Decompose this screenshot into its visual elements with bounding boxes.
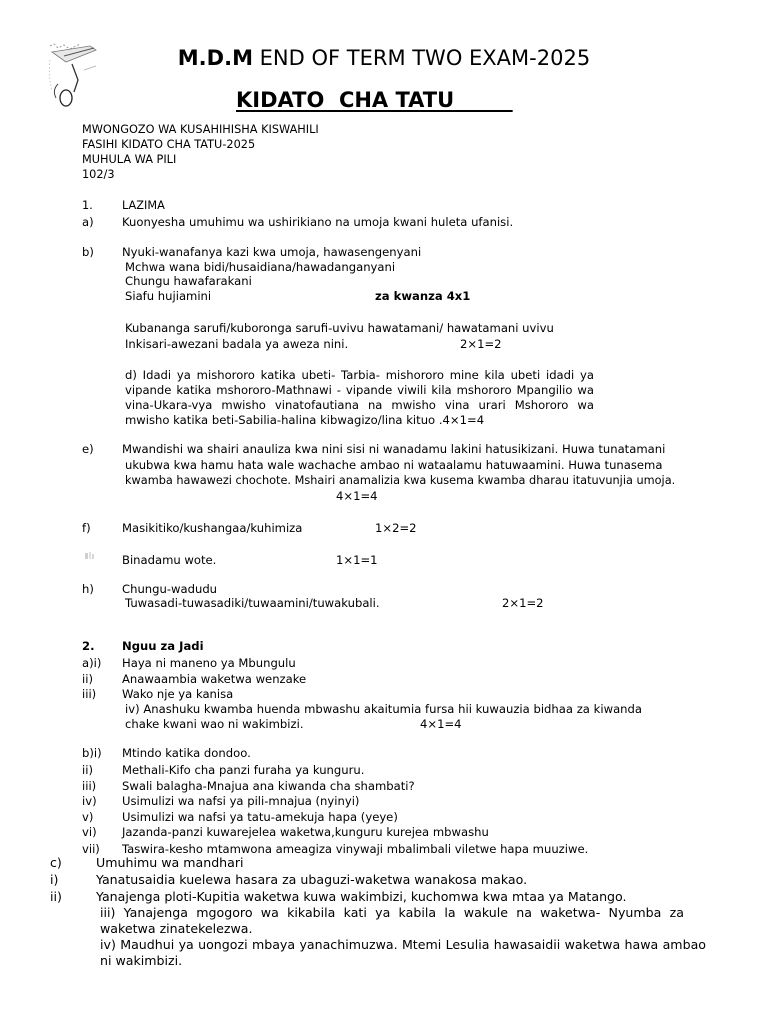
q1-b-line-1: Nyuki-wanafanya kazi kwa umoja, hawasengenyani: [122, 245, 422, 259]
q2-c-iii-paragraph: iii) Yanajenga mgogoro wa kikabila kati ya kabila la wakule na waketwa- Nyumba za waketwa zinatekelezwa.: [100, 905, 684, 936]
exam-title: M.D.M END OF TERM TWO EXAM-2025: [177, 46, 591, 70]
q1-e-line-2: ukubwa kwa hamu hata wale wachache ambao ni wataalamu hatuwaamini. Huwa tunasema: [125, 458, 663, 472]
meta-line-3: MUHULA WA PILI: [82, 153, 177, 166]
faded-label-mark: [84, 551, 96, 561]
q2-b-label-6: vi): [82, 825, 97, 839]
q1-b-line-4: Siafu hujiamini: [125, 289, 212, 303]
q1-e-label: e): [82, 442, 94, 456]
q2-b-text-2: Methali-Kifo cha panzi furaha ya kunguru.: [122, 763, 365, 777]
q2-a-label-1: a)i): [82, 656, 102, 670]
q2-b-text-4: Usimulizi wa nafsi ya pili-mnajua (nyinyi): [122, 794, 360, 808]
q2-b-text-3: Swali balagha-Mnajua ana kiwanda cha shambati?: [122, 779, 415, 793]
q1-d-paragraph: d) Idadi ya mishororo katika ubeti- Tarbia- mishororo mine kila ubeti idadi ya vipande katika mshororo-Mathnawi - vipande viwili kila mshororo Mpangilio wa vina-Ukara-vya mwisho vinatofautiana na mwisho vina urari Mshororo wa mwisho katika beti-Sabilia-halina kibwagizo/lina kituo .4×1=4: [125, 368, 594, 427]
q1-c-marks: 2×1=2: [460, 337, 502, 351]
q1-f-label: f): [82, 521, 91, 535]
q2-heading: Nguu za Jadi: [122, 639, 204, 653]
q1-h-label: h): [82, 582, 94, 596]
q2-b-text-1: Mtindo katika dondoo.: [122, 746, 251, 760]
q1-b-marks: za kwanza 4x1: [375, 289, 471, 303]
q1-c-line-2: Inkisari-awezani badala ya aweza nini.: [125, 337, 349, 351]
q1-g-marks: 1×1=1: [336, 553, 378, 567]
q1-e-marks: 4×1=4: [336, 489, 378, 503]
q2-a-label-3: iii): [82, 687, 97, 701]
q2-a-text-3: Wako nje ya kanisa: [122, 687, 234, 701]
q1-e-line-1: Mwandishi wa shairi anauliza kwa nini sisi ni wanadamu lakini hatusikizani. Huwa tunatamani: [122, 442, 666, 456]
q2-c-label: c): [50, 855, 62, 870]
q2-c-text-1: Yanatusaidia kuelewa hasara za ubaguzi-waketwa wanakosa makao.: [96, 872, 528, 887]
q1-g-text: Binadamu wote.: [122, 553, 217, 567]
q2-a-iv-marks: 4×1=4: [420, 717, 462, 731]
q2-c-label-2: ii): [50, 889, 62, 904]
q1-e-line-3: kwamba hawawezi chochote. Mshairi anamalizia kwa kusema kwamba dharau itatuvunjia umoja.: [125, 474, 676, 487]
q1-b-line-3: Chungu hawafarakani: [125, 274, 252, 288]
q2-b-label-3: iii): [82, 779, 97, 793]
q2-number: 2.: [82, 639, 95, 653]
q1-a-text: Kuonyesha umuhimu wa ushirikiano na umoja kwani huleta ufanisi.: [122, 215, 514, 229]
q1-b-line-2: Mchwa wana bidi/husaidiana/hawadanganyani: [125, 260, 396, 274]
q2-b-label-7: vii): [82, 842, 100, 856]
q2-c-text-2: Yanajenga ploti-Kupitia waketwa kuwa wakimbizi, kuchomwa kwa mtaa ya Matango.: [96, 889, 627, 904]
q1-h-line-1: Chungu-wadudu: [122, 582, 218, 596]
q2-a-iv-paragraph: iv) Anashuku kwamba huenda mbwashu akaitumia fursa hii kuwauzia bidhaa za kiwanda chake kwani wao ni wakimbizi.: [125, 702, 642, 731]
q2-c-heading: Umuhimu wa mandhari: [96, 855, 244, 870]
q2-b-text-6: Jazanda-panzi kuwarejelea waketwa,kunguru kurejea mbwashu: [122, 825, 489, 839]
meta-line-1: MWONGOZO WA KUSAHIHISHA KISWAHILI: [82, 123, 319, 136]
q2-b-label-5: v): [82, 810, 94, 824]
q2-b-label-4: iv): [82, 794, 97, 808]
q2-b-text-7: Taswira-kesho mtamwona ameagiza vinywaji mbalimbali viletwe hapa muuziwe.: [122, 842, 589, 856]
q2-a-text-1: Haya ni maneno ya Mbungulu: [122, 656, 296, 670]
q2-b-label-1: b)i): [82, 746, 102, 760]
q1-h-line-2: Tuwasadi-tuwasadiki/tuwaamini/tuwakubali.: [125, 596, 380, 610]
q1-heading: LAZIMA: [122, 199, 165, 212]
q1-f-text: Masikitiko/kushangaa/kuhimiza: [122, 521, 303, 535]
q2-a-text-2: Anawaambia waketwa wenzake: [122, 672, 307, 686]
q2-b-label-2: ii): [82, 763, 93, 777]
meta-line-2: FASIHI KIDATO CHA TATU-2025: [82, 138, 256, 151]
exam-subtitle: KIDATO CHA TATU: [236, 88, 513, 112]
q1-number: 1.: [82, 199, 93, 212]
q1-b-label: b): [82, 245, 94, 259]
q1-a-label: a): [82, 215, 94, 229]
q1-h-marks: 2×1=2: [502, 596, 544, 610]
q1-c-line-1: Kubananga sarufi/kuboronga sarufi-uvivu hawatamani/ hawatamani uvivu: [125, 321, 554, 335]
q2-c-iv-paragraph: iv) Maudhui ya uongozi mbaya yanachimuzwa. Mtemi Lesulia hawasaidii waketwa hawa ambao ni wakimbizi.: [100, 937, 706, 968]
q1-f-marks: 1×2=2: [375, 521, 417, 535]
q2-c-label-1: i): [50, 872, 59, 887]
q2-a-label-2: ii): [82, 672, 93, 686]
meta-line-4: 102/3: [82, 168, 115, 181]
q2-b-text-5: Usimulizi wa nafsi ya tatu-amekuja hapa (yeye): [122, 810, 398, 824]
